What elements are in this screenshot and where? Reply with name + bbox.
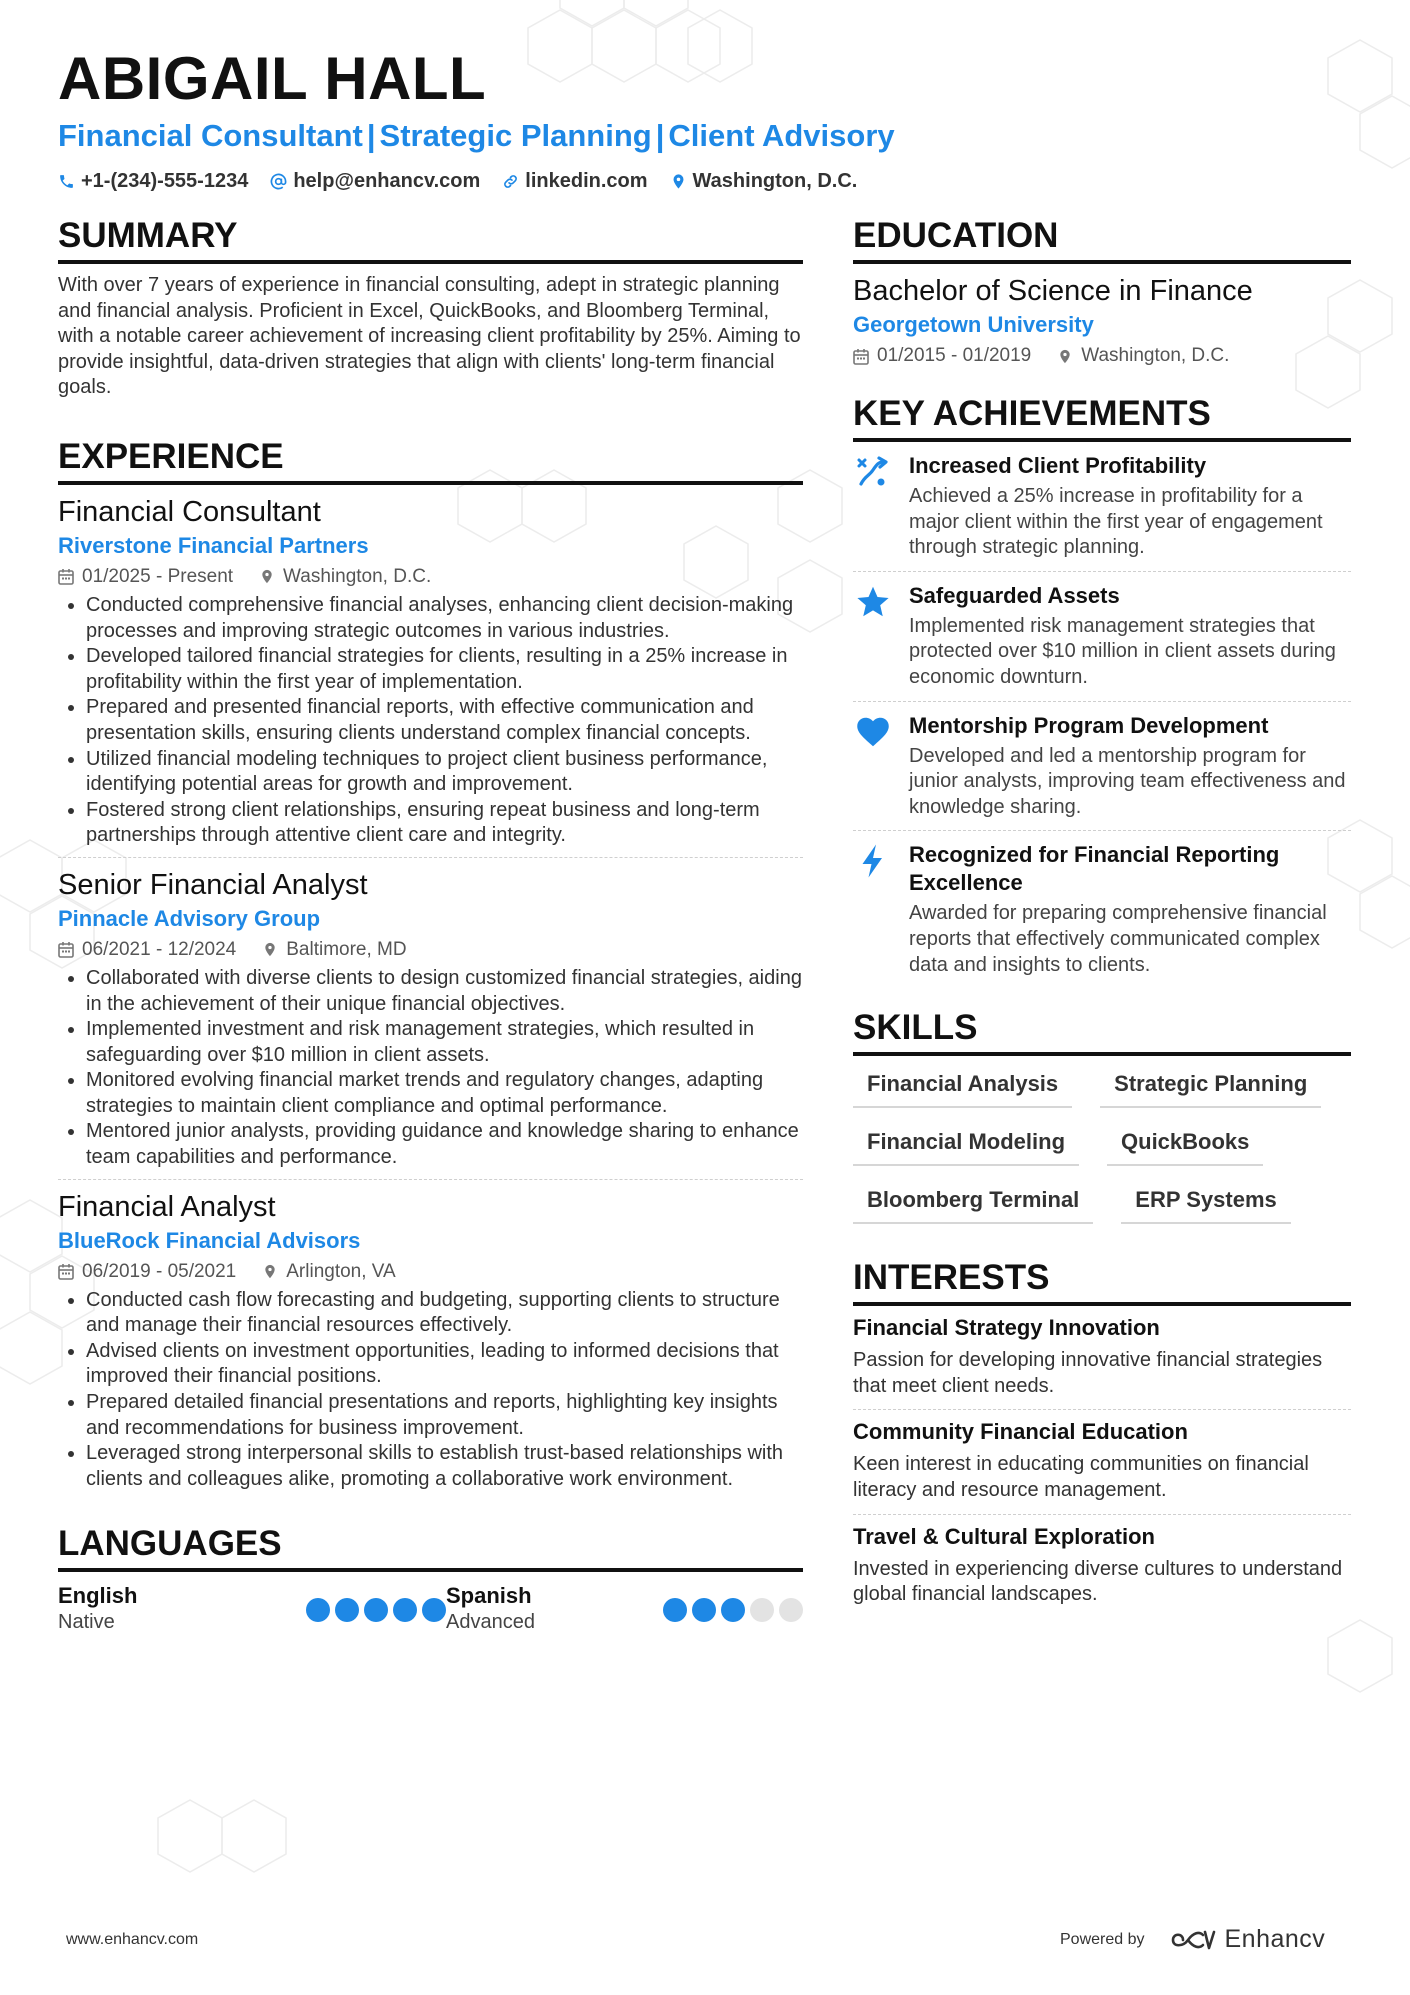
location-pin-icon <box>259 568 275 585</box>
company-name: Riverstone Financial Partners <box>58 532 369 558</box>
interest-title: Community Financial Education <box>853 1419 1188 1445</box>
interest-item <box>853 1306 1351 1410</box>
job-meta <box>58 563 803 591</box>
achievements-title: KEY ACHIEVEMENTS <box>853 392 1351 442</box>
location-text: Arlington, VA <box>286 1260 396 1282</box>
contact-linkedin[interactable] <box>502 170 647 193</box>
rating-dot-filled <box>692 1598 716 1622</box>
achievement-title: Safeguarded Assets <box>909 582 1120 608</box>
achievement-icon-wrap <box>853 582 893 691</box>
footer-website-link[interactable]: www.enhancv.com <box>66 1931 199 1948</box>
language-level: Native <box>58 1611 115 1634</box>
job-bullets <box>58 593 803 849</box>
interest-desc: Passion for developing innovative financial strategies that meet client needs. <box>853 1349 1323 1397</box>
location-text: Washington, D.C. <box>692 169 858 192</box>
job-location <box>262 1258 395 1286</box>
achievement-icon-wrap <box>853 452 893 561</box>
interest-desc: Invested in experiencing diverse cultures to understand global financial landscapes. <box>853 1557 1343 1606</box>
lightning-icon <box>855 843 891 879</box>
experience-item <box>58 858 803 1180</box>
job-location <box>259 563 431 591</box>
education-meta <box>853 342 1351 370</box>
headline-separator: | <box>366 118 376 153</box>
bullet: • Monitored evolving financial market trends and regulatory changes, adapting strategies to maintain client compliance and optimal performance. <box>86 1068 803 1119</box>
achievement-title: Recognized for Financial Reporting Excellence <box>909 842 1280 896</box>
job-meta <box>58 936 803 964</box>
rating-dot-filled <box>306 1598 330 1622</box>
skills-title: SKILLS <box>853 1006 1351 1056</box>
language-item <box>58 1582 446 1636</box>
interest-item <box>853 1515 1351 1618</box>
job-title: Financial Consultant <box>58 495 321 528</box>
languages-section <box>58 1522 803 1636</box>
footer-powered-by <box>1060 1925 1325 1954</box>
language-level: Advanced <box>446 1611 535 1634</box>
summary-text: With over 7 years of experience in financial consulting, adept in strategic planning and financial analysis. Proficient in Excel, QuickBooks, and Bloomberg Terminal, with a notable career achievement of increasing client profitability by 25%. Aiming to provide insightful, data-driven strategies that align with clients' long-term financial goals. <box>58 274 801 399</box>
achievement-item <box>853 442 1351 572</box>
interest-item <box>853 1410 1351 1514</box>
bullet: • Leveraged strong interpersonal skills to establish trust-based relationships with clients and colleagues alike, promoting a collaborative work environment. <box>86 1441 803 1492</box>
job-bullets <box>58 1288 803 1493</box>
contact-location <box>670 170 858 193</box>
language-rating <box>306 1598 446 1622</box>
education-location <box>1057 342 1229 370</box>
rating-dot-empty <box>750 1598 774 1622</box>
job-dates <box>58 936 236 964</box>
languages-title: LANGUAGES <box>58 1522 803 1572</box>
interests-title: INTERESTS <box>853 1256 1351 1306</box>
languages-list <box>58 1582 803 1636</box>
job-location <box>262 936 406 964</box>
job-bullets <box>58 966 803 1171</box>
achievements-section <box>853 392 1351 988</box>
language-name: English <box>58 1583 138 1609</box>
skill-tag: Strategic Planning <box>1100 1070 1321 1108</box>
headline-role-2: Strategic Planning <box>379 118 652 153</box>
interest-title: Travel & Cultural Exploration <box>853 1523 1155 1549</box>
bullet: • Implemented investment and risk management strategies, which resulted in safeguarding over $10 million in client assets. <box>86 1017 803 1068</box>
location-pin-icon <box>262 1263 278 1280</box>
job-title: Senior Financial Analyst <box>58 868 368 901</box>
dates-text: 06/2019 - 05/2021 <box>82 1260 237 1282</box>
phone-text: +1-(234)-555-1234 <box>81 169 249 192</box>
headline-role-1: Financial Consultant <box>58 118 363 153</box>
skill-tag: Financial Analysis <box>853 1070 1072 1108</box>
calendar-icon <box>853 348 869 365</box>
language-rating <box>663 1598 803 1622</box>
bullet: • Prepared detailed financial presentations and reports, highlighting key insights and recommendations for business improvement. <box>86 1390 803 1441</box>
location-pin-icon <box>262 941 278 958</box>
skill-tag: QuickBooks <box>1107 1128 1263 1166</box>
education-dates <box>853 342 1031 370</box>
powered-by-label: Powered by <box>1060 1930 1145 1948</box>
education-section <box>853 214 1351 370</box>
bullet: • Collaborated with diverse clients to design customized financial strategies, aiding in the achievement of their unique financial objectives. <box>86 966 803 1017</box>
education-title: EDUCATION <box>853 214 1351 264</box>
headline-separator: | <box>655 118 665 153</box>
location-text: Baltimore, MD <box>286 938 407 960</box>
left-column <box>58 214 803 1636</box>
skill-tag: Financial Modeling <box>853 1128 1079 1166</box>
bullet: • Utilized financial modeling techniques to project client business performance, identifying potential areas for growth and improvement. <box>86 747 803 798</box>
route-arrow-icon <box>855 454 891 490</box>
achievement-desc: Implemented risk management strategies that protected over $10 million in client assets during economic downturn. <box>909 614 1336 688</box>
job-dates <box>58 563 233 591</box>
bullet: • Conducted comprehensive financial analyses, enhancing client decision-making processes and improving strategic outcomes in various industries. <box>86 593 803 644</box>
achievement-item <box>853 572 1351 702</box>
calendar-icon <box>58 1263 74 1280</box>
skills-list <box>853 1070 1351 1224</box>
bullet: • Mentored junior analysts, providing guidance and knowledge sharing to enhance team capabilities and performance. <box>86 1119 803 1170</box>
experience-section <box>58 435 803 1500</box>
language-name: Spanish <box>446 1583 532 1609</box>
contact-phone[interactable] <box>58 170 248 193</box>
job-title: Financial Analyst <box>58 1190 276 1223</box>
achievement-title: Mentorship Program Development <box>909 712 1269 738</box>
experience-title: EXPERIENCE <box>58 435 803 485</box>
achievement-desc: Developed and led a mentorship program for junior analysts, improving team effectiveness and knowledge sharing. <box>909 744 1346 818</box>
skills-section <box>853 1006 1351 1224</box>
calendar-icon <box>58 941 74 958</box>
location-text: Washington, D.C. <box>283 565 432 587</box>
rating-dot-filled <box>364 1598 388 1622</box>
dates-text: 06/2021 - 12/2024 <box>82 938 237 960</box>
headline-role-3: Client Advisory <box>668 118 895 153</box>
headline <box>58 116 895 156</box>
brand-name: Enhancv <box>1224 1925 1326 1953</box>
phone-icon <box>58 173 75 190</box>
summary-section <box>58 214 803 401</box>
dates-text: 01/2015 - 01/2019 <box>877 345 1032 366</box>
skill-tag: Bloomberg Terminal <box>853 1186 1093 1224</box>
degree-title: Bachelor of Science in Finance <box>853 275 1253 307</box>
achievement-icon-wrap <box>853 841 893 978</box>
achievement-desc: Awarded for preparing comprehensive financial reports that effectively communicated complex data and insights to clients. <box>909 902 1327 976</box>
bullet: • Advised clients on investment opportunities, leading to informed decisions that improved their financial positions. <box>86 1339 803 1390</box>
heart-icon <box>855 714 891 750</box>
rating-dot-filled <box>335 1598 359 1622</box>
rating-dot-filled <box>393 1598 417 1622</box>
enhancv-logo-icon <box>1169 1926 1217 1954</box>
rating-dot-filled <box>721 1598 745 1622</box>
right-column <box>853 214 1351 1618</box>
skill-tag: ERP Systems <box>1121 1186 1290 1224</box>
contact-bar <box>58 167 857 195</box>
experience-item <box>58 1180 803 1501</box>
location-pin-icon <box>670 173 687 190</box>
rating-dot-empty <box>779 1598 803 1622</box>
rating-dot-filled <box>663 1598 687 1622</box>
calendar-icon <box>58 568 74 585</box>
achievement-desc: Achieved a 25% increase in profitability for a major client within the first year of engagement through strategic planning. <box>909 485 1323 559</box>
bullet: • Developed tailored financial strategies for clients, resulting in a 25% increase in profitability within the first year of implementation. <box>86 644 803 695</box>
star-icon <box>855 584 891 620</box>
summary-title: SUMMARY <box>58 214 803 264</box>
interest-desc: Keen interest in educating communities on financial literacy and resource management. <box>853 1453 1309 1501</box>
at-sign-icon <box>270 173 287 190</box>
interests-section <box>853 1256 1351 1618</box>
job-meta <box>58 1258 803 1286</box>
language-item <box>446 1582 803 1636</box>
enhancv-logo[interactable] <box>1169 1925 1326 1954</box>
candidate-name: ABIGAIL HALL <box>58 45 487 112</box>
achievement-icon-wrap <box>853 712 893 821</box>
job-dates <box>58 1258 236 1286</box>
interest-title: Financial Strategy Innovation <box>853 1315 1160 1341</box>
experience-item <box>58 485 803 858</box>
location-text: Washington, D.C. <box>1081 345 1230 366</box>
bullet: • Fostered strong client relationships, ensuring repeat business and long-term partnerships through attentive client care and integrity. <box>86 798 803 849</box>
contact-email[interactable] <box>270 170 480 193</box>
dates-text: 01/2025 - Present <box>82 565 234 587</box>
achievement-title: Increased Client Profitability <box>909 453 1207 478</box>
bullet: • Prepared and presented financial reports, with effective communication and presentation skills, ensuring clients understand complex financial concepts. <box>86 695 803 746</box>
school-name: Georgetown University <box>853 312 1094 337</box>
linkedin-text: linkedin.com <box>525 169 648 192</box>
company-name: BlueRock Financial Advisors <box>58 1227 361 1253</box>
bullet: • Conducted cash flow forecasting and budgeting, supporting clients to structure and manage their financial resources effectively. <box>86 1288 803 1339</box>
achievement-item <box>853 831 1351 988</box>
location-pin-icon <box>1057 348 1073 365</box>
email-text: help@enhancv.com <box>293 169 481 192</box>
company-name: Pinnacle Advisory Group <box>58 905 321 931</box>
link-icon <box>502 173 519 190</box>
achievement-item <box>853 702 1351 832</box>
rating-dot-filled <box>422 1598 446 1622</box>
